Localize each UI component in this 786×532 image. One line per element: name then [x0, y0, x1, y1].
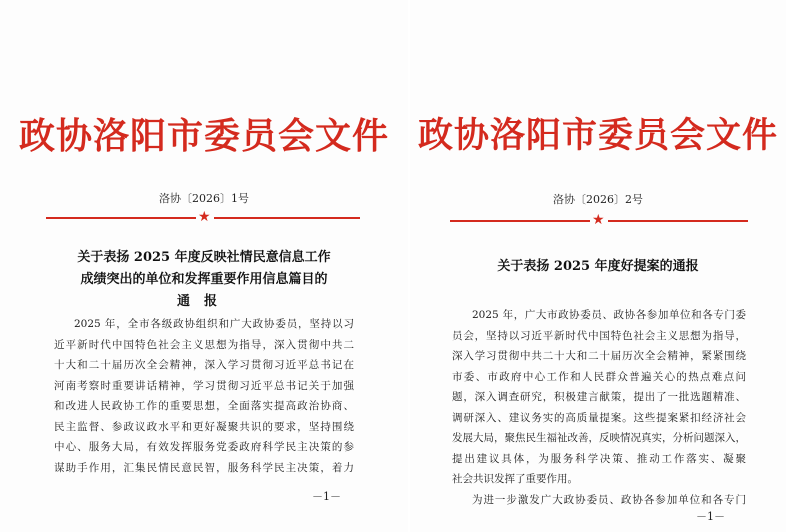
- page-number: －1－: [696, 510, 725, 523]
- body-line: 提出建议具体，为服务科学决策、推动工作落实、凝聚: [452, 452, 746, 465]
- red-rule-left: [46, 217, 196, 219]
- body-line: 十大和二十届历次全会精神，深入学习贯彻习近平总书记在: [54, 359, 354, 371]
- document-number: 洛协〔2026〕1号: [159, 192, 249, 205]
- body-text: [452, 305, 746, 510]
- page-number: －1－: [312, 490, 341, 503]
- red-rule-left: [450, 220, 590, 222]
- title-line: 成绩突出的单位和发挥重要作用信息篇目的: [80, 272, 328, 287]
- body-text: [54, 314, 354, 478]
- body-line: 和改进人民政协工作的重要思想，全面落实提高政治协商、: [54, 400, 354, 412]
- body-line: 社会共识发挥了重要作用。: [452, 473, 578, 485]
- star-icon: ★: [198, 209, 211, 225]
- body-line: 深入学习贯彻中共二十大和二十届历次全会精神，紧紧围绕: [452, 350, 746, 362]
- body-line: 近平新时代中国特色社会主义思想为指导，深入贯彻中共二: [54, 338, 354, 351]
- body-line: 2025 年，广大市政协委员、政协各参加单位和各专门委: [472, 309, 746, 321]
- document-page-2: [410, 0, 786, 532]
- body-line: 中心、服务大局，有效发挥服务党委政府科学民主决策的参: [54, 441, 354, 453]
- notice-title: [0, 247, 408, 313]
- body-line: 为进一步激发广大政协委员、政协各参加单位和各专门: [472, 493, 746, 506]
- title-line: 关于表扬 2025 年度反映社情民意信息工作: [77, 250, 331, 265]
- body-line: 谋助手作用，汇集民情民意民智，服务科学民主决策，着力: [54, 461, 354, 474]
- document-number: 洛协〔2026〕2号: [553, 193, 643, 206]
- body-line: 河南考察时重要讲话精神，学习贯彻习近平总书记关于加强: [54, 379, 354, 392]
- body-line: 题，深入调查研究，积极建言献策，提出了一批选题精准、: [452, 391, 746, 403]
- body-line: 员会，坚持以习近平新时代中国特色社会主义思想为指导，: [452, 329, 746, 342]
- title-line: 关于表扬 2025 年度好提案的通报: [497, 259, 699, 274]
- body-line: 民主监督、参政议政水平和更好凝聚共识的要求，坚持围绕: [54, 420, 354, 433]
- notice-title: [410, 256, 786, 278]
- masthead-title: 政协洛阳市委员会文件: [417, 115, 778, 156]
- title-line: 通报: [176, 294, 231, 309]
- masthead-title: 政协洛阳市委员会文件: [18, 115, 389, 157]
- body-line: 市委、市政府中心工作和人民群众普遍关心的热点难点问: [452, 370, 746, 383]
- body-line: 发展大局，聚焦民生福祉改善，反映情况真实，分析问题深入，: [452, 432, 746, 444]
- star-icon: ★: [592, 212, 605, 228]
- red-rule-right: [214, 217, 360, 219]
- body-line: 2025 年，全市各级政协组织和广大政协委员，坚持以习: [74, 318, 354, 330]
- red-rule-right: [608, 220, 748, 222]
- body-line: 调研深入、建议务实的高质量提案。这些提案紧扣经济社会: [452, 411, 746, 424]
